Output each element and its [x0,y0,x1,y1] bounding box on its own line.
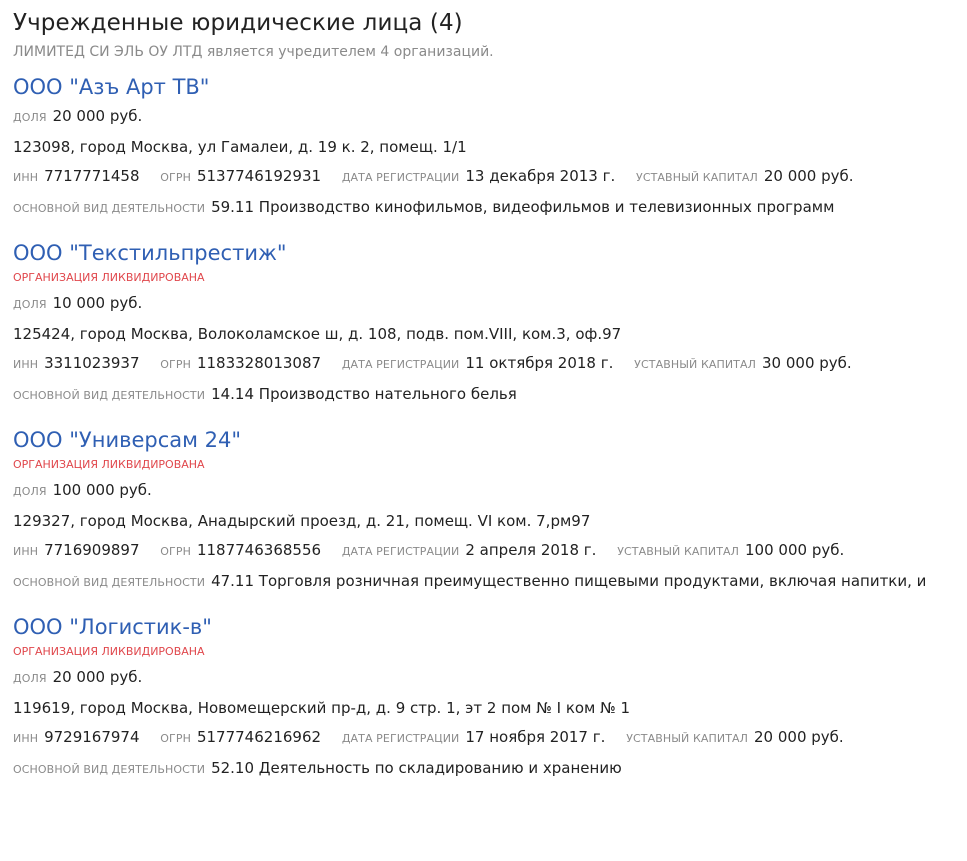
ogrn-value: 1187746368556 [196,541,322,559]
share-value: 20 000 руб. [52,668,143,686]
org-name-link[interactable]: ООО "Азъ Арт ТВ" [13,75,210,99]
ogrn-label: ОГРН [160,732,191,745]
activity-label: ОСНОВНОЙ ВИД ДЕЯТЕЛЬНОСТИ [13,763,206,776]
ogrn-value: 5137746192931 [196,167,322,185]
share-label: ДОЛЯ [13,672,47,685]
ogrn-label: ОГРН [160,545,191,558]
ogrn-label: ОГРН [160,358,191,371]
org-share-row [13,106,963,128]
ogrn-value: 1183328013087 [196,354,322,372]
reg-date-label: ДАТА РЕГИСТРАЦИИ [341,358,460,371]
org-share-row [13,293,963,315]
share-value: 100 000 руб. [52,481,152,499]
capital-value: 20 000 руб. [763,167,854,185]
share-label: ДОЛЯ [13,298,47,311]
capital-label: УСТАВНЫЙ КАПИТАЛ [634,358,756,371]
capital-label: УСТАВНЫЙ КАПИТАЛ [617,545,740,558]
org-name-link[interactable]: ООО "Логистик-в" [13,615,212,639]
share-label: ДОЛЯ [13,485,47,498]
section-title: Учрежденные юридические лица (4) [13,10,463,36]
activity-value: 52.10 Деятельность по складированию и хранению [211,759,622,777]
capital-value: 20 000 руб. [754,728,844,746]
share-label: ДОЛЯ [13,111,47,124]
ogrn-label: ОГРН [160,171,191,184]
activity-value: 14.14 Производство нательного белья [211,385,517,403]
address-value: 123098, город Москва, ул Гамалеи, д. 19 к. 2, помещ. 1/1 [13,138,467,156]
org-name-link[interactable]: ООО "Универсам 24" [13,428,242,452]
inn-value: 7717771458 [44,167,140,185]
org-requisites-row [13,540,963,562]
reg-date-value: 13 декабря 2013 г. [465,167,616,185]
org-requisites-row [13,727,963,749]
org-requisites-row [13,353,963,375]
org-card [13,427,963,593]
org-address [13,324,963,344]
org-share-row [13,480,963,502]
org-requisites-row [13,166,963,188]
inn-label: ИНН [13,545,39,558]
org-activity-row [13,197,963,219]
activity-value: 47.11 Торговля розничная преимущественно пищевыми продуктами, включая напитки, и [211,572,927,590]
capital-label: УСТАВНЫЙ КАПИТАЛ [636,171,758,184]
activity-label: ОСНОВНОЙ ВИД ДЕЯТЕЛЬНОСТИ [13,389,206,402]
reg-date-label: ДАТА РЕГИСТРАЦИИ [341,171,460,184]
inn-value: 9729167974 [44,728,140,746]
inn-value: 3311023937 [44,354,140,372]
org-status-badge: ОРГАНИЗАЦИЯ ЛИКВИДИРОВАНА [13,458,205,471]
address-value: 129327, город Москва, Анадырский проезд, д. 21, помещ. VI ком. 7,рм97 [13,512,591,530]
org-address [13,511,963,531]
reg-date-value: 11 октября 2018 г. [465,354,614,372]
inn-label: ИНН [13,358,39,371]
org-activity-row [13,384,963,406]
reg-date-label: ДАТА РЕГИСТРАЦИИ [341,545,460,558]
org-address [13,137,963,157]
reg-date-value: 17 ноября 2017 г. [465,728,606,746]
address-value: 119619, город Москва, Новомещерский пр-д, д. 9 стр. 1, эт 2 пом № I ком № 1 [13,699,631,717]
org-address [13,698,963,718]
reg-date-value: 2 апреля 2018 г. [465,541,597,559]
activity-label: ОСНОВНОЙ ВИД ДЕЯТЕЛЬНОСТИ [13,202,206,215]
founded-entities-section [13,8,963,780]
capital-label: УСТАВНЫЙ КАПИТАЛ [626,732,749,745]
share-value: 20 000 руб. [52,107,143,125]
org-list [13,74,963,780]
org-card [13,74,963,219]
address-value: 125424, город Москва, Волоколамское ш, д. 108, подв. пом.VIII, ком.3, оф.97 [13,325,622,343]
inn-label: ИНН [13,171,39,184]
org-activity-row [13,758,963,780]
org-status-badge: ОРГАНИЗАЦИЯ ЛИКВИДИРОВАНА [13,271,205,284]
org-name-link[interactable]: ООО "Текстильпрестиж" [13,241,287,265]
ogrn-value: 5177746216962 [196,728,322,746]
activity-label: ОСНОВНОЙ ВИД ДЕЯТЕЛЬНОСТИ [13,576,206,589]
inn-label: ИНН [13,732,39,745]
capital-value: 30 000 руб. [762,354,852,372]
org-card [13,240,963,406]
reg-date-label: ДАТА РЕГИСТРАЦИИ [341,732,460,745]
org-status-badge: ОРГАНИЗАЦИЯ ЛИКВИДИРОВАНА [13,645,205,658]
capital-value: 100 000 руб. [745,541,845,559]
org-activity-row [13,571,963,593]
inn-value: 7716909897 [44,541,140,559]
activity-value: 59.11 Производство кинофильмов, видеофильмов и телевизионных программ [211,198,835,216]
share-value: 10 000 руб. [52,294,143,312]
org-share-row [13,667,963,689]
org-card [13,614,963,780]
section-subtitle: ЛИМИТЕД СИ ЭЛЬ ОУ ЛТД является учредителем 4 организаций. [13,44,494,60]
